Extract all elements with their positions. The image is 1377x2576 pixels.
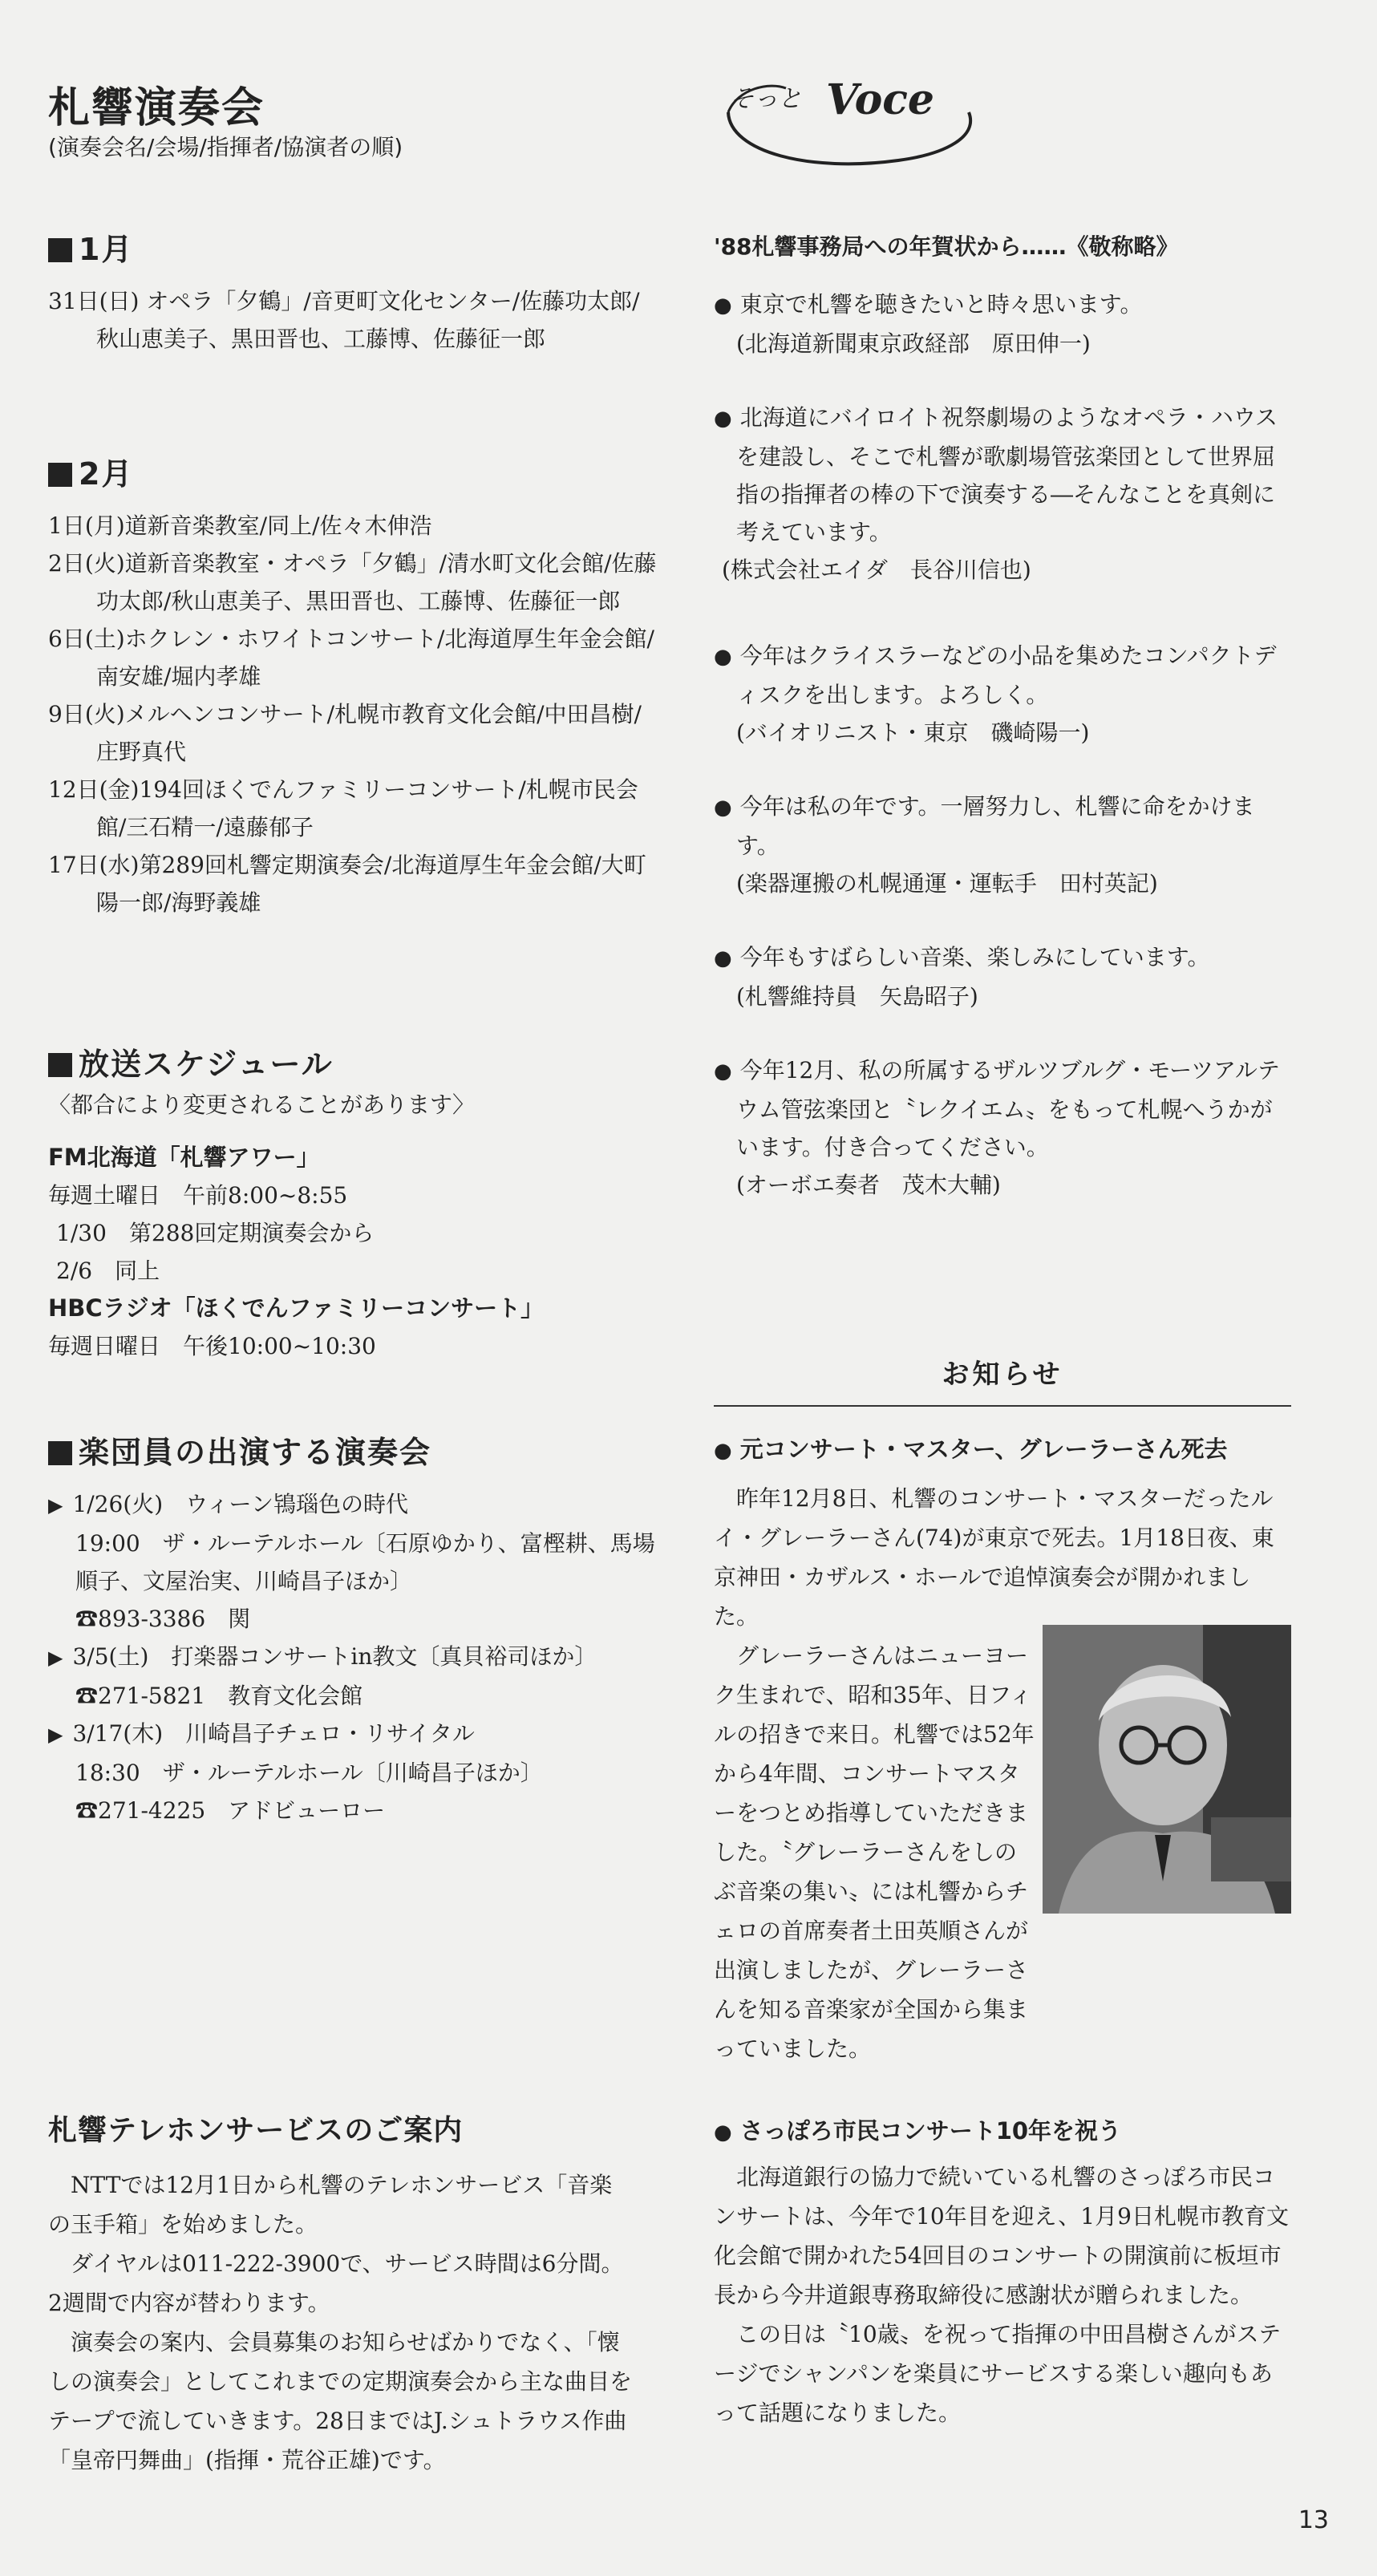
paragraph: 昨年12月8日、札響のコンサート・マスターだったルイ・グレーラーさん(74)が東京で死去。1月18日夜、東京神田・カザルス・ホールで追悼演奏会が開かれました。: [714, 1485, 1274, 1630]
dot-bullet-icon: ●: [714, 294, 732, 318]
paragraph: ダイヤルは011-222-3900で、サービス時間は6分間。2週間で内容が替わります。: [48, 2250, 624, 2316]
notices-heading: お知らせ: [942, 1359, 1063, 1391]
fm-program-item: 1/30 第288回定期演奏会から: [56, 1220, 375, 1246]
square-bullet-icon: [48, 1441, 72, 1465]
dot-bullet-icon: ●: [714, 645, 732, 669]
members-list: [48, 1485, 658, 1829]
triangle-bullet-icon: ▶: [48, 1646, 63, 1669]
broadcast-heading: 放送スケジュール: [48, 1039, 334, 1083]
concerts-subtitle: (演奏会名/会場/指揮者/協演者の順): [48, 134, 403, 160]
notice-body: [714, 1479, 1291, 2062]
concert-entry: 12日(金)194回ほくでんファミリーコンサート/札幌市民会館/三石精一/遠藤郁子: [48, 776, 638, 840]
greeting-message: ● 東京で札響を聴きたいと時々思います。 (北海道新聞東京政経部 原田伸一): [714, 291, 1143, 357]
logo-text-large: Voce: [826, 75, 935, 124]
concert-entry: 6日(土)ホクレン・ホワイトコンサート/北海道厚生年金会館/南安雄/堀内孝雄: [48, 626, 654, 690]
dot-bullet-icon: ●: [714, 1059, 732, 1083]
greeting-message: ● 今年はクライスラーなどの小品を集めたコンパクトディスクを出します。よろしく。 (バイオリニスト・東京 磯崎陽一): [714, 642, 1277, 746]
february-heading: 2月: [48, 449, 133, 493]
notices-divider: [714, 1405, 1291, 1407]
square-bullet-icon: [48, 238, 72, 262]
broadcast-schedule: [48, 1139, 658, 1365]
concerts-title: 札響演奏会: [48, 84, 265, 132]
notice-body: [714, 2157, 1291, 2432]
paragraph: NTTでは12月1日から札響のテレホンサービス「音楽の玉手箱」を始めました。: [48, 2172, 613, 2238]
square-bullet-icon: [48, 1053, 72, 1077]
dot-bullet-icon: ●: [714, 2120, 732, 2145]
member-concert-item: ▶ 1/26(火) ウィーン鴇瑙色の時代 19:00 ザ・ルーテルホール〔石原ゆかり、富樫耕、馬場順子、文屋治実、川崎昌子ほか〕 ☎893-3386 関: [48, 1491, 655, 1632]
dot-bullet-icon: ●: [714, 1439, 732, 1463]
notice-title: ● 元コンサート・マスター、グレーラーさん死去: [714, 1436, 1228, 1463]
concert-entry: 1日(月)道新音楽教室/同上/佐々木伸浩: [48, 512, 432, 539]
paragraph: グレーラーさんはニューヨーク生まれで、昭和35年、日フィルの招きで来日。札響では52年から4年間、コンサートマスターをつとめ指導していただきました。〝グレーラーさんをしのぶ音楽の集い〟には札響からチェロの首席奏者土田英順さんが出演しましたが、グレーラーさんを知る音楽家が全国から集まっていました。: [714, 1642, 1035, 2062]
broadcast-note: 〈都合により変更されることがあります〉: [48, 1092, 476, 1118]
paragraph: この日は〝10歳〟を祝って指揮の中田昌樹さんがステージでシャンパンを楽員にサービスする楽しい趣向もあって話題になりました。: [714, 2321, 1282, 2426]
concert-entry: 17日(水)第289回札響定期演奏会/北海道厚生年金会館/大町陽一郎/海野義雄: [48, 852, 646, 916]
members-heading: 楽団員の出演する演奏会: [48, 1428, 431, 1472]
triangle-bullet-icon: ▶: [48, 1494, 63, 1517]
dot-bullet-icon: ●: [714, 946, 732, 970]
fm-program-time: 毎週土曜日 午前8:00~8:55: [48, 1182, 348, 1209]
member-concert-item: ▶ 3/17(木) 川崎昌子チェロ・リサイタル 18:30 ザ・ルーテルホール〔川崎昌子ほか〕 ☎271-4225 アドビューロー: [48, 1720, 543, 1824]
february-list: [48, 507, 658, 921]
logo-text-small: そっと: [730, 85, 802, 113]
voce-logo: [714, 56, 986, 176]
greeting-messages: [714, 286, 1291, 1204]
paragraph: 北海道銀行の協力で続いている札響のさっぽろ市民コンサートは、今年で10年目を迎え、1月9日札幌市教育文化会館で開かれた54回目のコンサートの開演前に板垣市長から今井道銀専務取締役に感謝状が贈られました。: [714, 2164, 1289, 2308]
greeting-message: ● 今年12月、私の所属するザルツブルグ・モーツアルテウム管弦楽団と〝レクイエム〟をもって札幌へうかがいます。付き合ってください。 (オーボエ奏者 茂木大輔): [714, 1057, 1280, 1198]
triangle-bullet-icon: ▶: [48, 1723, 63, 1746]
january-heading: 1月: [48, 225, 133, 269]
concert-entry: 31日(日) オペラ「夕鶴」/音更町文化センター/佐藤功太郎/秋山恵美子、黒田晋也、工藤博、佐藤征一郎: [48, 288, 640, 352]
telephone-service-body: [48, 2165, 634, 2480]
notice-title: ● さっぽろ市民コンサート10年を祝う: [714, 2117, 1122, 2145]
concert-entry: 9日(火)メルヘンコンサート/札幌市教育文化会館/中田昌樹/庄野真代: [48, 701, 642, 765]
greeting-message: ● 今年は私の年です。一層努力し、札響に命をかけます。 (楽器運搬の札幌通運・運転手 田村英記): [714, 793, 1255, 897]
greeting-message: ● 今年もすばらしい音楽、楽しみにしています。 (札響維持員 矢島昭子): [714, 944, 1210, 1010]
fm-program-title: FM北海道「札響アワー」: [48, 1144, 320, 1171]
concert-entry: 2日(火)道新音楽教室・オペラ「夕鶴」/清水町文化会館/佐藤功太郎/秋山恵美子、黒田晋也、工藤博、佐藤征一郎: [48, 550, 657, 614]
greeting-message: ● 北海道にバイロイト祝祭劇場のようなオペラ・ハウスを建設し、そこで札響が歌劇場管弦楽団として世界屈指の指揮者の棒の下で演奏する―そんなことを真剣に考えています。 (株式会社エイダ 長谷川信也): [714, 404, 1278, 583]
portrait-photo: [1043, 1625, 1291, 1914]
january-list: [48, 282, 658, 358]
fm-program-item: 2/6 同上: [56, 1258, 160, 1284]
dot-bullet-icon: ●: [714, 407, 732, 431]
hbc-program-time: 毎週日曜日 午後10:00~10:30: [48, 1333, 376, 1359]
telephone-service-heading: 札響テレホンサービスのご案内: [48, 2114, 464, 2147]
member-concert-item: ▶ 3/5(土) 打楽器コンサートin教文〔真貝裕司ほか〕☎271-5821 教育文化会館: [48, 1643, 597, 1709]
page-number: 13: [1298, 2506, 1329, 2534]
square-bullet-icon: [48, 463, 72, 487]
dot-bullet-icon: ●: [714, 796, 732, 820]
paragraph: 演奏会の案内、会員募集のお知らせばかりでなく、「懐しの演奏会」としてこれまでの定期演奏会から主な曲目をテープで流していきます。28日まではJ.シュトラウス作曲「皇帝円舞曲」(指揮・荒谷正雄)です。: [48, 2329, 633, 2473]
hbc-program-title: HBCラジオ「ほくでんファミリーコンサート」: [48, 1294, 545, 1322]
greetings-intro: '88札響事務局への年賀状から……《敬称略》: [714, 233, 1179, 260]
